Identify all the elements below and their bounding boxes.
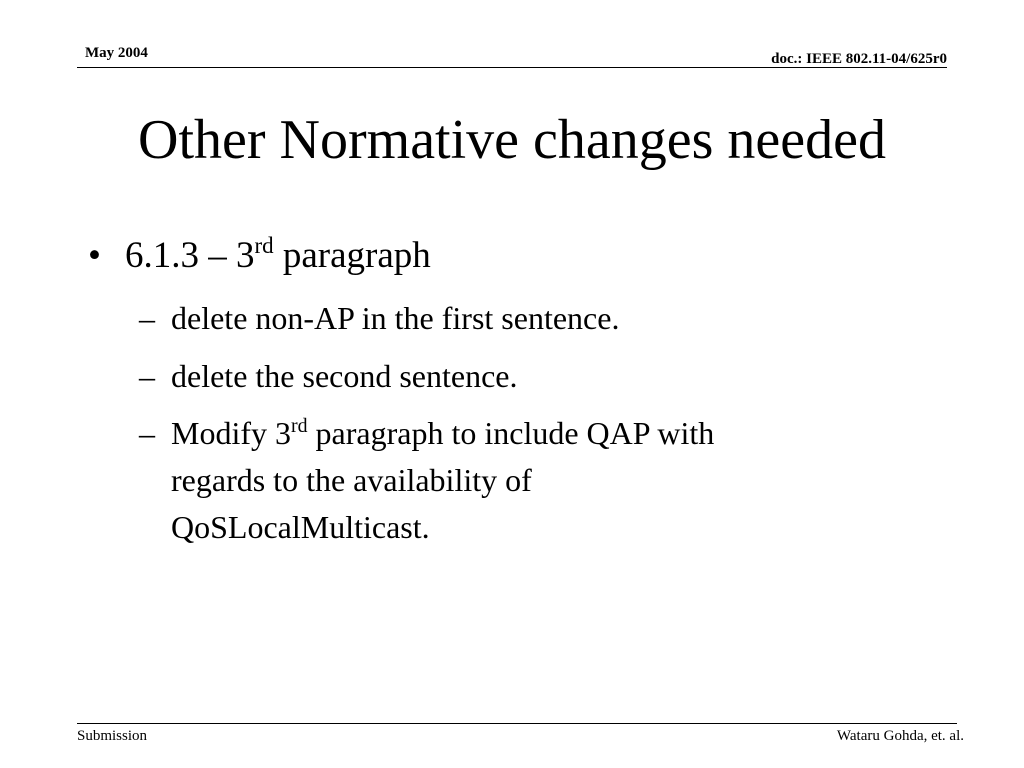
bullet-marker: • xyxy=(88,235,101,276)
header-date: May 2004 xyxy=(85,45,148,61)
subitem-dash-3: – xyxy=(139,415,155,451)
subitem-dash-2: – xyxy=(139,358,155,394)
footer-authors: Wataru Gohda, et. al. xyxy=(836,728,964,744)
subitem-1: delete non-AP in the first sentence. xyxy=(171,300,620,336)
slide-title: Other Normative changes needed xyxy=(138,109,886,171)
footer-submission: Submission xyxy=(77,728,148,744)
subitem-3-line-2: regards to the availability of xyxy=(171,462,532,498)
bullet-text-after: paragraph xyxy=(273,235,431,276)
bullet-text-before: 6.1.3 – 3 xyxy=(125,235,255,276)
footer-rule xyxy=(77,723,957,724)
subitem-3-line-3: QoSLocalMulticast. xyxy=(171,509,430,545)
header-rule xyxy=(77,67,947,68)
subitem-3-text-before: Modify 3 xyxy=(171,415,291,451)
subitem-dash-1: – xyxy=(139,300,155,336)
header-doc-id: doc.: IEEE 802.11-04/625r0 xyxy=(771,51,947,67)
subitem-2: delete the second sentence. xyxy=(171,358,518,394)
subitem-3-text-after: paragraph to include QAP with xyxy=(307,415,715,451)
bullet-item xyxy=(125,233,431,283)
bullet-superscript: rd xyxy=(254,232,274,258)
subitem-3-line-1 xyxy=(171,410,714,461)
subitem-3-superscript: rd xyxy=(291,414,308,437)
